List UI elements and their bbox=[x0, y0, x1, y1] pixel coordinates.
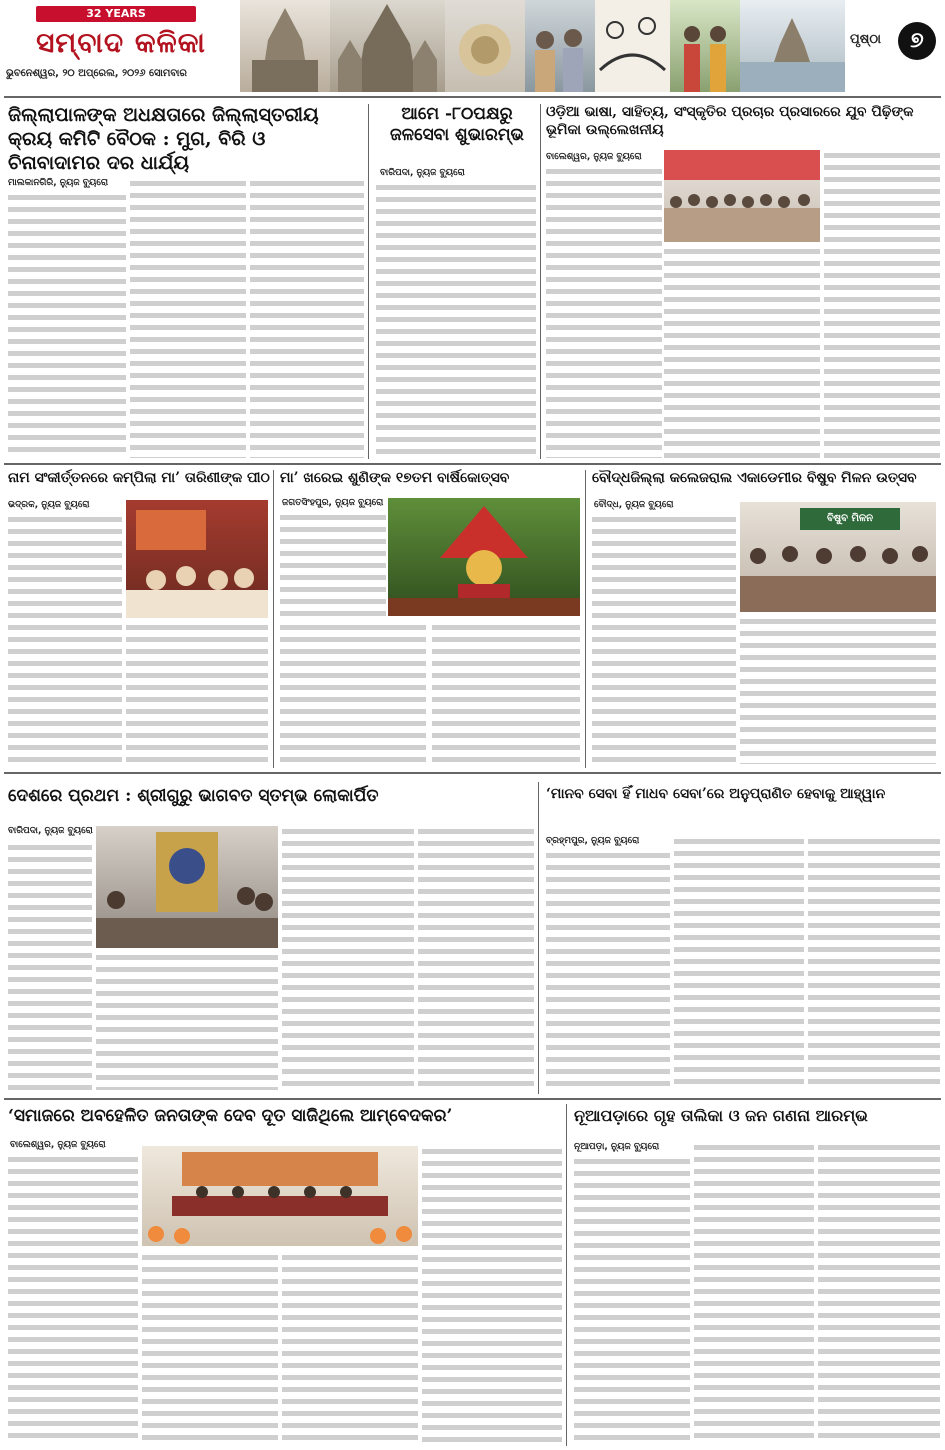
article-body bbox=[664, 246, 820, 458]
column-rule bbox=[538, 782, 539, 1094]
headline: ‘ସମାଜରେ ଅବହେଳିତ ଜନତାଙ୍କ ଦେବ ଦୂତ ସାଜିଥିଲେ ଆମ୍ବେଦକର’ bbox=[8, 1106, 453, 1126]
byline: ନୂଆପଡ଼ା, ନ୍ୟୁଜ ବ୍ୟୁରୋ bbox=[574, 1142, 660, 1152]
article-body bbox=[280, 512, 386, 618]
article-body bbox=[592, 514, 736, 764]
headline: ଆମେ -୮୦ପକ୍ଷରୁ ଜଳସେବା ଶୁଭାରମ୍ଭ bbox=[390, 104, 524, 146]
article-body bbox=[8, 192, 126, 458]
handloom-image bbox=[445, 0, 525, 92]
article-body bbox=[824, 150, 940, 458]
deity-photo bbox=[388, 498, 580, 616]
byline: ଜଗତସିଂହପୁର, ନ୍ୟୁଜ ବ୍ୟୁରୋ bbox=[282, 498, 384, 508]
deity-icon bbox=[388, 498, 580, 616]
group-photo-icon bbox=[142, 1146, 418, 1246]
inauguration-photo bbox=[96, 826, 278, 948]
column-rule bbox=[566, 1104, 567, 1446]
group-photo-icon bbox=[740, 536, 936, 612]
article-body bbox=[808, 836, 940, 1090]
article-body bbox=[8, 1154, 138, 1444]
article-body bbox=[250, 178, 364, 458]
article-body bbox=[432, 622, 580, 764]
article-body bbox=[694, 1142, 814, 1444]
temple-icon bbox=[740, 0, 845, 92]
headline: ଜିଲ୍ଲାପାଳଙ୍କ ଅଧକ୍ଷତାରେ ଜିଲ୍ଲାସ୍ତରୀୟ କ୍ରୟ କମିଟି ବୈଠକ : ମୁଗ, ବିରି ଓ ଚିନାବାଦାମର ଦର ଧାର୍ଯ୍ୟ bbox=[8, 104, 319, 174]
masthead bbox=[6, 6, 236, 86]
headline: ନାମ ସଂକୀର୍ତ୍ତନରେ କମ୍ପିଲା ମା’ ତାରିଣୀଙ୍କ ପୀଠ bbox=[8, 470, 270, 486]
temple-icon bbox=[240, 0, 330, 92]
byline: ବ୍ରହ୍ମପୁର, ନ୍ୟୁଜ ବ୍ୟୁରୋ bbox=[546, 836, 640, 846]
temple-image bbox=[240, 0, 330, 92]
section-rule bbox=[4, 1098, 941, 1100]
newspaper-logo: ସମ୍ବାଦ କଳିକା bbox=[36, 26, 206, 59]
article-body bbox=[376, 182, 536, 458]
byline: ବୌଦ୍ଧ, ନ୍ୟୁଜ ବ୍ୟୁରୋ bbox=[594, 500, 674, 510]
headline: ‘ମାନବ ସେବା ହିଁ ମାଧବ ସେବା’ରେ ଅନୁପ୍ରାଣିତ ହେବାକୁ ଆହ୍ୱାନ bbox=[546, 786, 886, 802]
article-body bbox=[126, 622, 268, 764]
group-photo-icon bbox=[126, 500, 268, 618]
column-rule bbox=[585, 470, 586, 768]
byline: ବାରିପଦା, ନ୍ୟୁଜ ବ୍ୟୁରୋ bbox=[380, 168, 465, 178]
years-badge: 32 YEARS bbox=[36, 6, 196, 22]
event-photo bbox=[664, 150, 820, 242]
group-photo-icon bbox=[96, 826, 278, 948]
page-number-box bbox=[850, 22, 938, 62]
article-body bbox=[546, 166, 662, 458]
children-image bbox=[525, 0, 595, 92]
column-rule bbox=[368, 104, 369, 459]
meeting-photo bbox=[740, 502, 936, 612]
article-body bbox=[282, 1252, 418, 1444]
article-body bbox=[418, 826, 534, 1090]
page-label: ପୃଷ୍ଠା bbox=[850, 32, 881, 47]
headline: ଓଡ଼ିଆ ଭାଷା, ସାହିତ୍ୟ, ସଂସ୍କୃତିର ପ୍ରଚାର ପ୍ରସାରରେ ଯୁବ ପିଢ଼ିଙ୍କ ଭୂମିକା ଉଲ୍ଲେଖନୀୟ bbox=[546, 104, 914, 138]
article-body bbox=[574, 1156, 690, 1444]
pattachitra-icon bbox=[595, 0, 670, 92]
headline: ନୂଆପଡ଼ାରେ ଗୃହ ତାଲିକା ଓ ଜନ ଗଣନା ଆରମ୍ଭ bbox=[574, 1106, 868, 1125]
banner: ବିଷୁବ ମିଳନ bbox=[800, 508, 900, 530]
dateline: ଭୁବନେଶ୍ୱର, ୨୦ ଅପ୍ରେଲ, ୨୦୨୬ ସୋମବାର bbox=[6, 68, 188, 79]
article-body bbox=[422, 1146, 562, 1444]
headline: ବୌଦ୍ଧଜିଲ୍ଲା କଲେଜରାଲ ଏକାଡେମୀର ବିଷୁବ ମିଳନ ଉତ୍ସବ bbox=[592, 470, 917, 486]
people-icon bbox=[525, 0, 595, 92]
column-rule bbox=[540, 104, 541, 459]
article-body bbox=[818, 1142, 940, 1444]
kirtan-photo bbox=[126, 500, 268, 618]
article-body bbox=[8, 514, 122, 764]
article-body bbox=[96, 952, 278, 1090]
byline: ମାଲକାନଗିରି, ନ୍ୟୁଜ ବ୍ୟୁରୋ bbox=[8, 178, 109, 188]
article-body bbox=[130, 178, 246, 458]
dancers-image bbox=[670, 0, 740, 92]
byline: ବାଲେଶ୍ୱର, ନ୍ୟୁଜ ବ୍ୟୁରୋ bbox=[10, 1140, 106, 1150]
folk-art-image bbox=[595, 0, 670, 92]
article-body bbox=[740, 616, 936, 764]
temple-image bbox=[330, 0, 445, 92]
byline: ବାରିପଦା, ନ୍ୟୁଜ ବ୍ୟୁରୋ bbox=[8, 826, 93, 836]
page-number: ୭ bbox=[898, 22, 936, 60]
byline: ବାଲେଶ୍ୱର, ନ୍ୟୁଜ ବ୍ୟୁରୋ bbox=[546, 152, 642, 162]
craft-icon bbox=[445, 0, 525, 92]
article-body bbox=[282, 826, 414, 1090]
headline: ଦେଶରେ ପ୍ରଥମ : ଶ୍ରୀଗୁରୁ ଭାଗବତ ସ୍ତମ୍ଭ ଲୋକାର୍ପିତ bbox=[8, 786, 379, 806]
column-rule bbox=[273, 470, 274, 768]
header-rule bbox=[4, 96, 941, 98]
page-header bbox=[0, 0, 945, 95]
section-rule bbox=[4, 772, 941, 774]
section-rule bbox=[4, 463, 941, 465]
article-body bbox=[674, 836, 804, 1090]
article-body bbox=[142, 1252, 278, 1444]
byline: ଭଦ୍ରକ, ନ୍ୟୁଜ ବ୍ୟୁରୋ bbox=[8, 500, 90, 510]
headline: ମା’ ଖରେଇ ଶୁଣିଙ୍କ ୧୭ତମ ବାର୍ଷିକୋତ୍ସବ bbox=[280, 470, 510, 486]
lake-temple-image bbox=[740, 0, 845, 92]
article-body bbox=[8, 842, 92, 1090]
seminar-photo bbox=[142, 1146, 418, 1246]
article-body bbox=[546, 850, 670, 1090]
people-icon bbox=[670, 0, 740, 92]
article-body bbox=[280, 622, 426, 764]
temple-icon bbox=[330, 0, 445, 92]
group-photo-icon bbox=[664, 150, 820, 242]
